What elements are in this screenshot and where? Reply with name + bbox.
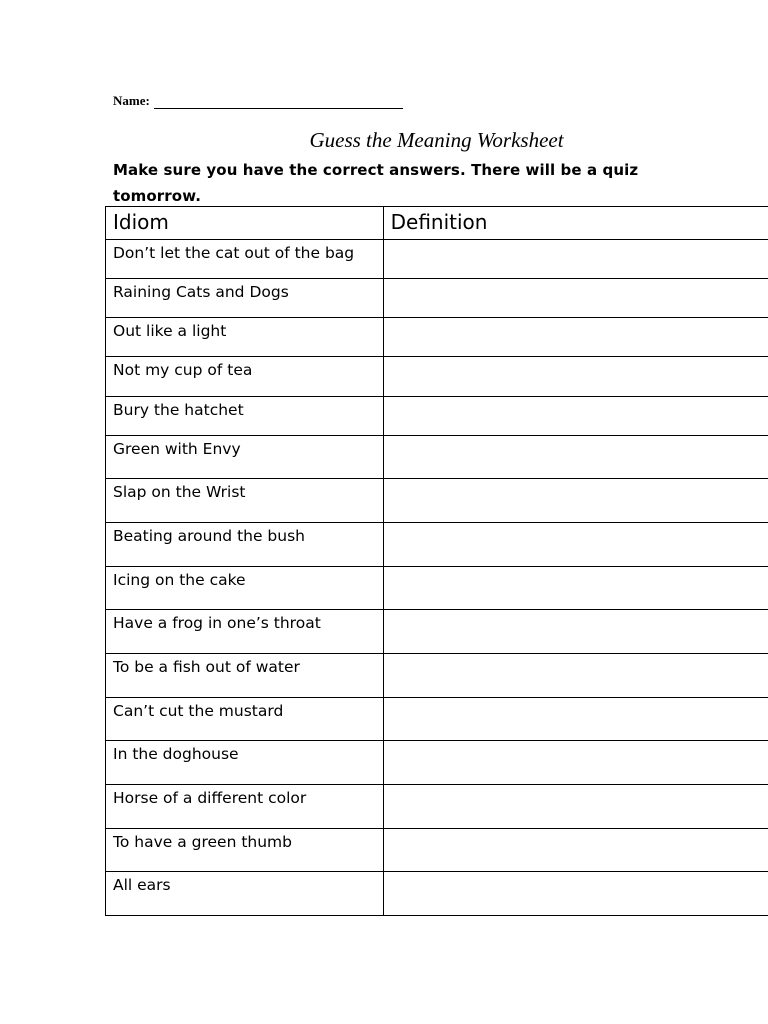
table-row bbox=[106, 523, 768, 567]
table-row bbox=[106, 567, 768, 610]
table-row bbox=[106, 436, 768, 479]
table-row bbox=[106, 318, 768, 357]
definition-cell[interactable] bbox=[383, 240, 768, 279]
table-row bbox=[106, 785, 768, 829]
definition-cell[interactable] bbox=[383, 610, 768, 654]
definition-cell[interactable] bbox=[383, 872, 768, 916]
definition-cell[interactable] bbox=[383, 279, 768, 318]
definition-cell[interactable] bbox=[383, 654, 768, 698]
definition-cell[interactable] bbox=[383, 318, 768, 357]
table-row bbox=[106, 872, 768, 916]
page-title: Guess the Meaning Worksheet bbox=[309, 128, 564, 152]
idiom-cell: Out like a light bbox=[106, 318, 384, 357]
definition-cell[interactable] bbox=[383, 357, 768, 397]
definition-cell[interactable] bbox=[383, 785, 768, 829]
name-label: Name: bbox=[113, 93, 150, 108]
idiom-table bbox=[105, 206, 768, 916]
idiom-cell: Not my cup of tea bbox=[106, 357, 384, 397]
definition-cell[interactable] bbox=[383, 698, 768, 741]
table-row bbox=[106, 654, 768, 698]
table-row bbox=[106, 397, 768, 436]
table-row bbox=[106, 479, 768, 523]
definition-cell[interactable] bbox=[383, 436, 768, 479]
idiom-cell: To have a green thumb bbox=[106, 829, 384, 872]
instructions bbox=[113, 157, 673, 209]
name-blank-line[interactable] bbox=[154, 94, 403, 109]
idiom-cell: To be a fish out of water bbox=[106, 654, 384, 698]
idiom-cell: Horse of a different color bbox=[106, 785, 384, 829]
idiom-cell: Have a frog in one’s throat bbox=[106, 610, 384, 654]
table-row bbox=[106, 279, 768, 318]
idiom-cell: All ears bbox=[106, 872, 384, 916]
idiom-cell: Can’t cut the mustard bbox=[106, 698, 384, 741]
instructions-line-1: Make sure you have the correct answers. There will be a quiz bbox=[113, 161, 639, 179]
definition-cell[interactable] bbox=[383, 523, 768, 567]
column-header-idiom: Idiom bbox=[106, 207, 384, 240]
idiom-cell: Green with Envy bbox=[106, 436, 384, 479]
table-header-row bbox=[106, 207, 768, 240]
definition-cell[interactable] bbox=[383, 829, 768, 872]
table-row bbox=[106, 698, 768, 741]
definition-cell[interactable] bbox=[383, 479, 768, 523]
name-field bbox=[113, 93, 403, 109]
table-row bbox=[106, 240, 768, 279]
instructions-line-2: tomorrow. bbox=[113, 187, 202, 205]
definition-cell[interactable] bbox=[383, 741, 768, 785]
idiom-cell: Bury the hatchet bbox=[106, 397, 384, 436]
idiom-cell: Don’t let the cat out of the bag bbox=[106, 240, 384, 279]
idiom-cell: Raining Cats and Dogs bbox=[106, 279, 384, 318]
definition-cell[interactable] bbox=[383, 567, 768, 610]
column-header-definition: Definition bbox=[383, 207, 768, 240]
table-row bbox=[106, 610, 768, 654]
idiom-cell: Icing on the cake bbox=[106, 567, 384, 610]
definition-cell[interactable] bbox=[383, 397, 768, 436]
table-row bbox=[106, 741, 768, 785]
table-row bbox=[106, 357, 768, 397]
idiom-cell: In the doghouse bbox=[106, 741, 384, 785]
idiom-cell: Slap on the Wrist bbox=[106, 479, 384, 523]
table-row bbox=[106, 829, 768, 872]
idiom-cell: Beating around the bush bbox=[106, 523, 384, 567]
